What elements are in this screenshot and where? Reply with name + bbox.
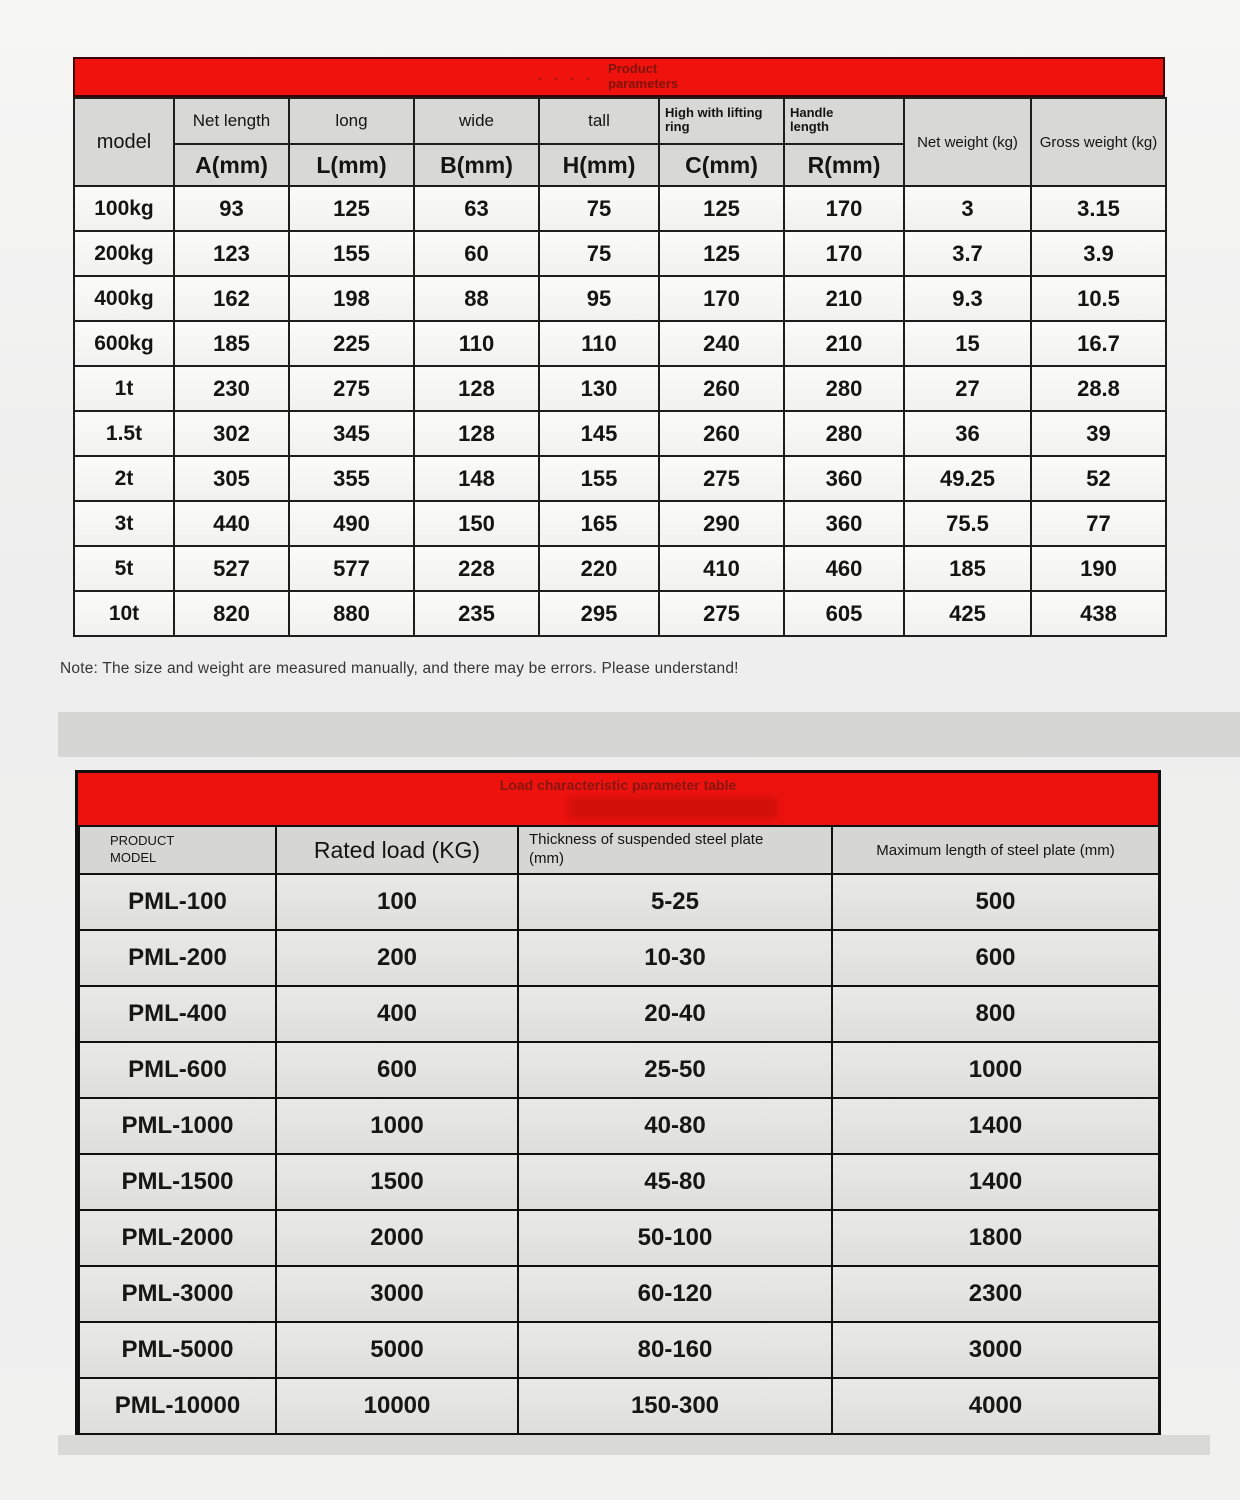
header-product-model bbox=[79, 826, 276, 874]
table-cell: 123 bbox=[174, 231, 289, 276]
table-cell: 148 bbox=[414, 456, 539, 501]
model-cell: PML-3000 bbox=[79, 1266, 276, 1322]
model-cell: 5t bbox=[74, 546, 174, 591]
table-cell: 605 bbox=[784, 591, 904, 636]
table-cell: 170 bbox=[659, 276, 784, 321]
table-cell: 220 bbox=[539, 546, 659, 591]
table-cell: 302 bbox=[174, 411, 289, 456]
model-cell: PML-2000 bbox=[79, 1210, 276, 1266]
bottom-shadow-band bbox=[58, 1435, 1210, 1455]
header-wide: wide bbox=[414, 98, 539, 144]
table-cell: 36 bbox=[904, 411, 1031, 456]
table-row bbox=[79, 930, 1159, 986]
table-cell: 10000 bbox=[276, 1378, 518, 1434]
header-rated-load: Rated load (KG) bbox=[276, 826, 518, 874]
table-cell: 170 bbox=[784, 231, 904, 276]
table-cell: 75.5 bbox=[904, 501, 1031, 546]
table-cell: 355 bbox=[289, 456, 414, 501]
table-cell: 490 bbox=[289, 501, 414, 546]
header-high-lifting-ring bbox=[659, 98, 784, 144]
table-cell: 5000 bbox=[276, 1322, 518, 1378]
table-cell: 460 bbox=[784, 546, 904, 591]
product-table-body bbox=[74, 186, 1166, 636]
table-cell: 3 bbox=[904, 186, 1031, 231]
note-text: Note: The size and weight are measured manually, and there may be errors. Please understand! bbox=[60, 660, 739, 677]
table-cell: 49.25 bbox=[904, 456, 1031, 501]
table-cell: 162 bbox=[174, 276, 289, 321]
table-cell: 80-160 bbox=[518, 1322, 832, 1378]
table-cell: 225 bbox=[289, 321, 414, 366]
table-cell: 2300 bbox=[832, 1266, 1159, 1322]
table-cell: 425 bbox=[904, 591, 1031, 636]
table-cell: 5-25 bbox=[518, 874, 832, 930]
table-row bbox=[79, 986, 1159, 1042]
model-cell: PML-400 bbox=[79, 986, 276, 1042]
table-row bbox=[74, 411, 1166, 456]
model-cell: PML-5000 bbox=[79, 1322, 276, 1378]
title-dashes: - - - - bbox=[537, 69, 595, 85]
table-cell: 60-120 bbox=[518, 1266, 832, 1322]
model-cell: PML-1500 bbox=[79, 1154, 276, 1210]
table-cell: 150-300 bbox=[518, 1378, 832, 1434]
table-cell: 438 bbox=[1031, 591, 1166, 636]
table-row bbox=[74, 186, 1166, 231]
header-tall: tall bbox=[539, 98, 659, 144]
table-cell: 3000 bbox=[832, 1322, 1159, 1378]
table-cell: 1000 bbox=[832, 1042, 1159, 1098]
header-gross-weight: Gross weight (kg) bbox=[1031, 98, 1166, 186]
table-cell: 1400 bbox=[832, 1098, 1159, 1154]
table-cell: 185 bbox=[904, 546, 1031, 591]
product-table-title: Product parameters bbox=[608, 61, 679, 91]
watermark-smudge bbox=[568, 797, 778, 819]
table-cell: 290 bbox=[659, 501, 784, 546]
table-cell: 3.7 bbox=[904, 231, 1031, 276]
table-cell: 410 bbox=[659, 546, 784, 591]
table-cell: 95 bbox=[539, 276, 659, 321]
table-cell: 800 bbox=[832, 986, 1159, 1042]
table-row bbox=[74, 276, 1166, 321]
table-cell: 75 bbox=[539, 231, 659, 276]
table-row bbox=[79, 1266, 1159, 1322]
table-cell: 500 bbox=[832, 874, 1159, 930]
table-cell: 198 bbox=[289, 276, 414, 321]
header-net-weight: Net weight (kg) bbox=[904, 98, 1031, 186]
table-cell: 345 bbox=[289, 411, 414, 456]
table-cell: 155 bbox=[289, 231, 414, 276]
table-cell: 527 bbox=[174, 546, 289, 591]
table-cell: 125 bbox=[289, 186, 414, 231]
table-cell: 88 bbox=[414, 276, 539, 321]
table-cell: 93 bbox=[174, 186, 289, 231]
load-characteristics-grid bbox=[78, 825, 1160, 1435]
table-cell: 305 bbox=[174, 456, 289, 501]
table-cell: 15 bbox=[904, 321, 1031, 366]
model-cell: PML-1000 bbox=[79, 1098, 276, 1154]
table-cell: 128 bbox=[414, 366, 539, 411]
table-cell: 145 bbox=[539, 411, 659, 456]
model-cell: 1.5t bbox=[74, 411, 174, 456]
model-cell: 10t bbox=[74, 591, 174, 636]
header-handle-length bbox=[784, 98, 904, 144]
table-cell: 228 bbox=[414, 546, 539, 591]
table-cell: 230 bbox=[174, 366, 289, 411]
table-cell: 28.8 bbox=[1031, 366, 1166, 411]
table-row bbox=[74, 456, 1166, 501]
table-cell: 200 bbox=[276, 930, 518, 986]
table-row bbox=[79, 1098, 1159, 1154]
table-cell: 3000 bbox=[276, 1266, 518, 1322]
model-cell: 100kg bbox=[74, 186, 174, 231]
table-cell: 100 bbox=[276, 874, 518, 930]
table-row bbox=[74, 366, 1166, 411]
header-unit-c: C(mm) bbox=[659, 144, 784, 186]
header-thickness bbox=[518, 826, 832, 874]
model-cell: 2t bbox=[74, 456, 174, 501]
table-cell: 295 bbox=[539, 591, 659, 636]
table-cell: 16.7 bbox=[1031, 321, 1166, 366]
table-cell: 125 bbox=[659, 231, 784, 276]
table-cell: 75 bbox=[539, 186, 659, 231]
table-row bbox=[74, 231, 1166, 276]
table-cell: 2000 bbox=[276, 1210, 518, 1266]
table-cell: 50-100 bbox=[518, 1210, 832, 1266]
table-row bbox=[79, 1322, 1159, 1378]
table-cell: 10.5 bbox=[1031, 276, 1166, 321]
table-cell: 1000 bbox=[276, 1098, 518, 1154]
table-cell: 260 bbox=[659, 411, 784, 456]
product-parameters-grid bbox=[73, 97, 1167, 637]
header-net-length: Net length bbox=[174, 98, 289, 144]
header-long: long bbox=[289, 98, 414, 144]
table-cell: 360 bbox=[784, 456, 904, 501]
table-cell: 210 bbox=[784, 321, 904, 366]
table-row bbox=[74, 501, 1166, 546]
table-row bbox=[74, 321, 1166, 366]
header-unit-r: R(mm) bbox=[784, 144, 904, 186]
table-cell: 190 bbox=[1031, 546, 1166, 591]
table-cell: 39 bbox=[1031, 411, 1166, 456]
model-cell: 400kg bbox=[74, 276, 174, 321]
model-cell: PML-600 bbox=[79, 1042, 276, 1098]
table-cell: 77 bbox=[1031, 501, 1166, 546]
table-cell: 40-80 bbox=[518, 1098, 832, 1154]
load-table-title: Load characteristic parameter table bbox=[499, 777, 737, 793]
table-cell: 440 bbox=[174, 501, 289, 546]
header-unit-h: H(mm) bbox=[539, 144, 659, 186]
product-parameters-table bbox=[73, 57, 1165, 637]
header-unit-b: B(mm) bbox=[414, 144, 539, 186]
table-cell: 10-30 bbox=[518, 930, 832, 986]
table-cell: 9.3 bbox=[904, 276, 1031, 321]
table-row bbox=[79, 1042, 1159, 1098]
table-cell: 600 bbox=[832, 930, 1159, 986]
table-cell: 52 bbox=[1031, 456, 1166, 501]
table-cell: 1800 bbox=[832, 1210, 1159, 1266]
table-cell: 170 bbox=[784, 186, 904, 231]
model-cell: 3t bbox=[74, 501, 174, 546]
header-unit-a: A(mm) bbox=[174, 144, 289, 186]
table-cell: 3.9 bbox=[1031, 231, 1166, 276]
table-cell: 20-40 bbox=[518, 986, 832, 1042]
header-product-model-label: PRODUCT MODEL bbox=[110, 833, 175, 865]
table-cell: 235 bbox=[414, 591, 539, 636]
table-cell: 1500 bbox=[276, 1154, 518, 1210]
model-cell: 1t bbox=[74, 366, 174, 411]
header-handle-length-label: Handle length bbox=[790, 104, 834, 135]
table-cell: 1400 bbox=[832, 1154, 1159, 1210]
table-cell: 110 bbox=[414, 321, 539, 366]
table-cell: 3.15 bbox=[1031, 186, 1166, 231]
table-cell: 260 bbox=[659, 366, 784, 411]
table-cell: 275 bbox=[659, 591, 784, 636]
table-cell: 880 bbox=[289, 591, 414, 636]
table-cell: 125 bbox=[659, 186, 784, 231]
table-row bbox=[74, 591, 1166, 636]
table-cell: 4000 bbox=[832, 1378, 1159, 1434]
model-cell: PML-100 bbox=[79, 874, 276, 930]
load-table-body bbox=[79, 874, 1159, 1434]
table-cell: 63 bbox=[414, 186, 539, 231]
table-row bbox=[79, 1378, 1159, 1434]
table-cell: 210 bbox=[784, 276, 904, 321]
table-cell: 60 bbox=[414, 231, 539, 276]
table-cell: 820 bbox=[174, 591, 289, 636]
table-cell: 185 bbox=[174, 321, 289, 366]
header-high-lifting-ring-label: High with lifting ring bbox=[665, 104, 763, 135]
product-table-title-bar bbox=[73, 57, 1165, 97]
model-cell: PML-200 bbox=[79, 930, 276, 986]
load-table-title-bar bbox=[78, 773, 1158, 825]
header-unit-l: L(mm) bbox=[289, 144, 414, 186]
table-row bbox=[79, 874, 1159, 930]
header-max-length: Maximum length of steel plate (mm) bbox=[832, 826, 1159, 874]
table-cell: 110 bbox=[539, 321, 659, 366]
divider-band bbox=[58, 712, 1240, 757]
table-cell: 275 bbox=[659, 456, 784, 501]
table-cell: 577 bbox=[289, 546, 414, 591]
table-cell: 240 bbox=[659, 321, 784, 366]
load-characteristics-table bbox=[75, 770, 1161, 1438]
table-cell: 27 bbox=[904, 366, 1031, 411]
table-cell: 128 bbox=[414, 411, 539, 456]
table-cell: 25-50 bbox=[518, 1042, 832, 1098]
table-cell: 600 bbox=[276, 1042, 518, 1098]
header-model: model bbox=[74, 98, 174, 186]
table-row bbox=[74, 546, 1166, 591]
table-row bbox=[79, 1210, 1159, 1266]
table-cell: 165 bbox=[539, 501, 659, 546]
table-row bbox=[79, 1154, 1159, 1210]
table-cell: 280 bbox=[784, 411, 904, 456]
table-cell: 400 bbox=[276, 986, 518, 1042]
table-cell: 45-80 bbox=[518, 1154, 832, 1210]
table-cell: 280 bbox=[784, 366, 904, 411]
table-cell: 155 bbox=[539, 456, 659, 501]
table-cell: 150 bbox=[414, 501, 539, 546]
table-cell: 275 bbox=[289, 366, 414, 411]
header-thickness-label: Thickness of suspended steel plate (mm) bbox=[529, 831, 764, 867]
model-cell: 200kg bbox=[74, 231, 174, 276]
table-cell: 130 bbox=[539, 366, 659, 411]
model-cell: 600kg bbox=[74, 321, 174, 366]
table-cell: 360 bbox=[784, 501, 904, 546]
model-cell: PML-10000 bbox=[79, 1378, 276, 1434]
